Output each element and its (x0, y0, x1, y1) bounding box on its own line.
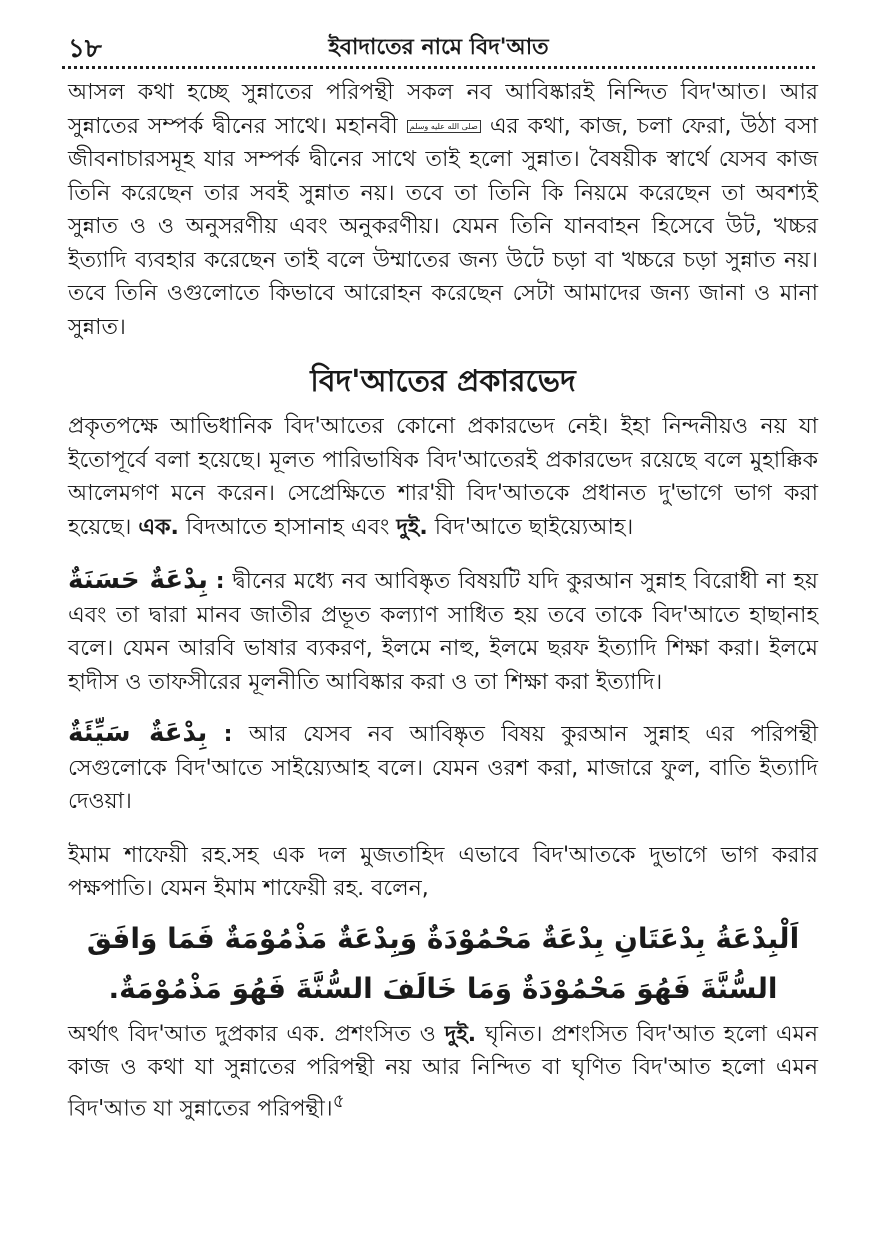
enum-two: দুই. (396, 514, 428, 540)
paragraph-text: প্রকৃতপক্ষে আভিধানিক বিদ'আতের কোনো প্রকারভেদ নেই। ইহা নিন্দনীয়ও নয় যা ইতোপূর্বে বলা হয়েছে। মূলত পারিভাষিক বিদ'আতেরই প্রকারভেদ রয়েছে বলে মুহাক্কিক আলেমগণ মনে করেন। সেপ্রেক্ষিতে শার'য়ী বিদ'আতকে প্রধানত দু'ভাগে ভাগ করা হয়েছে। (68, 414, 818, 540)
paragraph-hasanah (68, 564, 818, 699)
term-colon: : (215, 569, 225, 594)
header-divider (62, 66, 815, 69)
arabic-term-sayyiah: بِدْعَةٌ سَيِّئَةٌ (68, 718, 208, 748)
page-header (62, 22, 815, 62)
paragraph-text: আর যেসব নব আবিষ্কৃত বিষয় কুরআন সুন্নাহ এর পরিপন্থী সেগুলোকে বিদ'আতে সাইয়্যেআহ বলে। যেমন ওরশ করা, মাজারে ফুল, বাতি ইত্যাদি দেওয়া। (68, 722, 819, 814)
arabic-term-hasanah: بِدْعَةٌ حَسَنَةٌ (68, 565, 208, 595)
page-number: ১৮ (68, 34, 102, 64)
paragraph-text: বিদ'আতে ছাইয়্যেআহ। (434, 514, 634, 540)
section-heading: বিদ'আতের প্রকারভেদ (310, 364, 576, 399)
arabic-line-1: اَلْبِدْعَةُ بِدْعَتَانِ بِدْعَةٌ مَحْمُوْدَةٌ وَبِدْعَةٌ مَذْمُوْمَةٌ فَمَا وَافَقَ (86, 921, 800, 955)
paragraph-text: ঘৃনিত। প্রশংসিত বিদ'আত হলো এমন কাজ ও কথা যা সুন্নাতের পরিপন্থী নয় আর নিন্দিত বা ঘৃণিত বিদ'আত হলো এমন বিদ'আত যা সুন্নাতের পরিপন্থী। (68, 1021, 818, 1121)
paragraph-sunnah (68, 76, 818, 344)
enum-two: দুই. (444, 1021, 477, 1047)
paragraph-text: অর্থাৎ বিদ'আত দুপ্রকার এক. প্রশংসিত ও (68, 1021, 436, 1047)
paragraph-text: দ্বীনের মধ্যে নব আবিষ্কৃত বিষয়টি যদি কুরআন সুন্নাহ বিরোধী না হয় এবং তা দ্বারা মানব জাতীর প্রভূত কল্যাণ সাধিত হয় তবে তাকে বিদ'আতে হাছানাহ বলে। যেমন আরবি ভাষার ব্যকরণ, ইলমে নাহু, ইলমে ছরফ ইত্যাদি শিক্ষা করা। ইলমে হাদীস ও তাফসীরের মূলনীতি আবিষ্কার করা ও তা শিক্ষা করা ইত্যাদি। (68, 569, 818, 695)
paragraph-shafii: ইমাম শাফেয়ী রহ.সহ এক দল মুজতাহিদ এভাবে বিদ'আতকে দুভাগে ভাগ করার পক্ষপাতি। যেমন ইমাম শাফেয়ী রহ. বলেন, (68, 842, 818, 901)
arabic-line-2: السُّنَّةَ فَهُوَ مَحْمُوْدَةٌ وَمَا خَالَفَ السُّنَّةَ فَهُوَ مَذْمُوْمَةٌ. (108, 971, 778, 1005)
paragraph-types (68, 410, 818, 544)
paragraph-text: আসল কথা হচ্ছে সুন্নাতের পরিপন্থী সকল নব আবিষ্কারই নিন্দিত বিদ'আত। আর সুন্নাতের সম্পর্ক দ্বীনের সাথে। মহানবী (68, 80, 818, 139)
paragraph-translation (68, 1018, 818, 1126)
running-title: ইবাদাতের নামে বিদ'আত (328, 35, 549, 60)
footnote-marker: ৫ (332, 1090, 345, 1112)
paragraph-text-cont: এর কথা, কাজ, চলা ফেরা, উঠা বসা জীবনাচারসমূহ যার সম্পর্ক দ্বীনের সাথে তাই হলো সুন্নাত। বৈষয়ীক স্বার্থে যেসব কাজ তিনি করেছেন তার সবই সুন্নাত নয়। তবে তা তিনি কি নিয়মে করেছেন তা অবশ্যই সুন্নাত ও ও অনুসরণীয় এবং অনুকরণীয়। যেমন তিনি যানবাহন হিসেবে উট, খচ্চর ইত্যাদি ব্যবহার করেছেন তাই বলে উম্মাতের জন্য উটে চড়া বা খচ্চরে চড়া সুন্নাত নয়। তবে তিনি ওগুলোতে কিভাবে আরোহন করেছেন সেটা আমাদের জন্য জানা ও মানা সুন্নাত। (68, 113, 818, 340)
page-body (68, 76, 818, 1125)
enum-one: এক. (138, 514, 179, 540)
arabic-quotation (68, 914, 818, 1014)
term-colon: : (223, 722, 233, 747)
paragraph-text: বিদআতে হাসানাহ এবং (185, 514, 390, 540)
paragraph-sayyiah (68, 717, 818, 819)
salutation-emblem: صلى الله عليه وسلم (407, 120, 481, 133)
